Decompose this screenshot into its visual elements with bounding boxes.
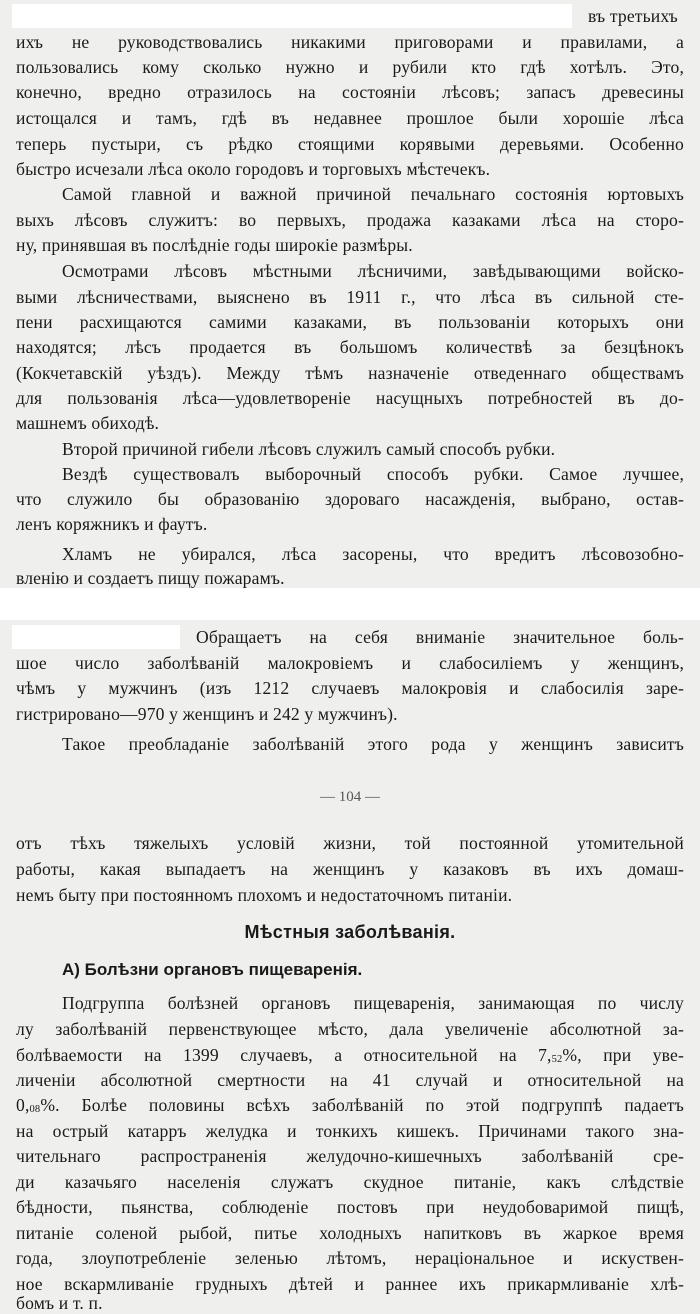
text-line: (Кокчетавскій уѣздъ). Между тѣмъ назначеніе отведеннаго обществамъ: [16, 363, 684, 383]
text-line: бѣдности, пьянства, соблюденіе постовъ при неудобоваримой пищѣ,: [16, 1197, 684, 1217]
text-line: вленію и создаетъ пищу пожарамъ.: [16, 568, 285, 588]
text-line: Второй причиной гибели лѣсовъ служилъ самый способъ рубки.: [62, 439, 556, 459]
text-line: Осмотрами лѣсовъ мѣстными лѣсничими, завѣдывающими войско-: [62, 261, 684, 281]
text-fragment: 0,: [16, 1095, 30, 1115]
subscript: 08: [29, 1104, 41, 1115]
text-line: немъ быту при постоянномъ плохомъ и недостаточномъ питаніи.: [16, 885, 513, 905]
text-line: выхъ лѣсовъ служитъ: во первыхъ, продажа казаками лѣса на сторо-: [16, 210, 684, 230]
page-number: — 104 —: [320, 789, 380, 805]
section-subheading: А) Болѣзни органовъ пищеваренія.: [62, 960, 363, 979]
text-line: ихъ не руководствовались никакими приговорами и правилами, а: [16, 32, 684, 52]
text-line: гистрировано—970 у женщинъ и 242 у мужчинъ).: [16, 704, 398, 724]
text-line: лу заболѣваній первенствующее мѣсто, дала увеличеніе абсолютной за-: [16, 1019, 684, 1039]
text-line: [16, 1042, 684, 1068]
text-line: шое число заболѣваній малокровіемъ и слабосиліемъ у женщинъ,: [16, 653, 684, 673]
text-line: въ третьихъ: [588, 6, 678, 26]
text-line: Такое преобладаніе заболѣваній этого рода у женщинъ зависитъ: [62, 734, 684, 754]
text-line: чительнаго распространенія желудочно-кишечныхъ заболѣваній сре-: [16, 1146, 684, 1166]
text-line: пользовались кому сколько нужно и рубили кто гдѣ хотѣлъ. Это,: [16, 57, 684, 77]
text-line: находятся; лѣсъ продается въ большомъ количествѣ за безцѣнокъ: [16, 337, 684, 357]
text-line: отъ тѣхъ тяжелыхъ условій жизни, той постоянной утомительной: [16, 833, 684, 853]
subscript: 52: [551, 1054, 563, 1065]
text-line: на острый катарръ желудка и тонкихъ кишекъ. Причинами такого зна-: [16, 1121, 684, 1141]
text-line: для пользованія лѣса—удовлетвореніе насущныхъ потребностей въ до-: [16, 388, 684, 408]
text-line: работы, какая выпадаетъ на женщинъ у казаковъ въ ихъ домаш-: [16, 859, 684, 879]
text-fragment: %, при уве-: [562, 1045, 684, 1065]
text-line: Самой главной и важной причиной печальнаго состоянія юртовыхъ: [62, 184, 684, 204]
text-line: Обращаетъ на себя вниманіе значительное боль-: [196, 627, 684, 647]
text-line: машнемъ обиходѣ.: [16, 413, 160, 433]
text-line: чѣмъ у мужчинъ (изъ 1212 случаевъ малокровія и слабосилія заре-: [16, 678, 684, 698]
text-line: ное вскармливаніе грудныхъ дѣтей и раннее ихъ прикармливаніе хлѣ-: [16, 1274, 684, 1294]
scan-fragment-2: [0, 620, 700, 1314]
text-line: что служило бы образованію здороваго насажденія, выбрано, остав-: [16, 489, 684, 509]
text-line: бомъ и т. п.: [16, 1293, 103, 1313]
text-line: Вездѣ существовалъ выборочный способъ рубки. Самое лучшее,: [62, 464, 684, 484]
text-fragment: %. Болѣе половины всѣхъ заболѣваній по этой подгруппѣ падаетъ: [40, 1095, 684, 1115]
text-line: питаніе соленой рыбой, питье холодныхъ напитковъ въ жаркое время: [16, 1223, 684, 1243]
scan-fragment-1: [0, 0, 700, 588]
text-line: ди казачьяго населенія служатъ скудное питаніе, какъ слѣдствіе: [16, 1172, 684, 1192]
text-line: конечно, вредно отразилось на состояніи лѣсовъ; запасъ древесины: [16, 82, 684, 102]
text-line: теперь пустыри, съ рѣдко стоящими корявыми деревьями. Особенно: [16, 134, 684, 154]
redaction-box: [12, 4, 572, 28]
text-line: истощался и тамъ, гдѣ въ недавнее прошлое были хорошіе лѣса: [16, 108, 684, 128]
text-line: [16, 1092, 684, 1118]
text-line: Подгруппа болѣзней органовъ пищеваренія, занимающая по числу: [62, 993, 684, 1013]
text-line: ленъ коряжникъ и фаутъ.: [16, 514, 208, 534]
text-line: Хламъ не убирался, лѣса засорены, что вредитъ лѣсовозобно-: [62, 544, 684, 564]
text-line: года, злоупотребленіе зеленью лѣтомъ, нераціональное и искуствен-: [16, 1248, 684, 1268]
text-line: ну, принявшая въ послѣдніе годы широкіе размѣры.: [16, 235, 413, 255]
section-heading: Мѣстныя заболѣванія.: [244, 922, 456, 942]
text-line: личеніи абсолютной смертности на 41 случай и относительной на: [16, 1070, 684, 1090]
text-line: быстро исчезали лѣса около городовъ и торговыхъ мѣстечекъ.: [16, 159, 491, 179]
text-line: выми лѣсничествами, выяснено въ 1911 г., что лѣса въ сильной сте-: [16, 287, 684, 307]
text-line: пени расхищаются самими казаками, въ пользованіи которыхъ они: [16, 312, 684, 332]
redaction-box: [12, 625, 180, 649]
text-fragment: болѣваемости на 1399 случаевъ, а относительной на 7,: [16, 1045, 552, 1065]
